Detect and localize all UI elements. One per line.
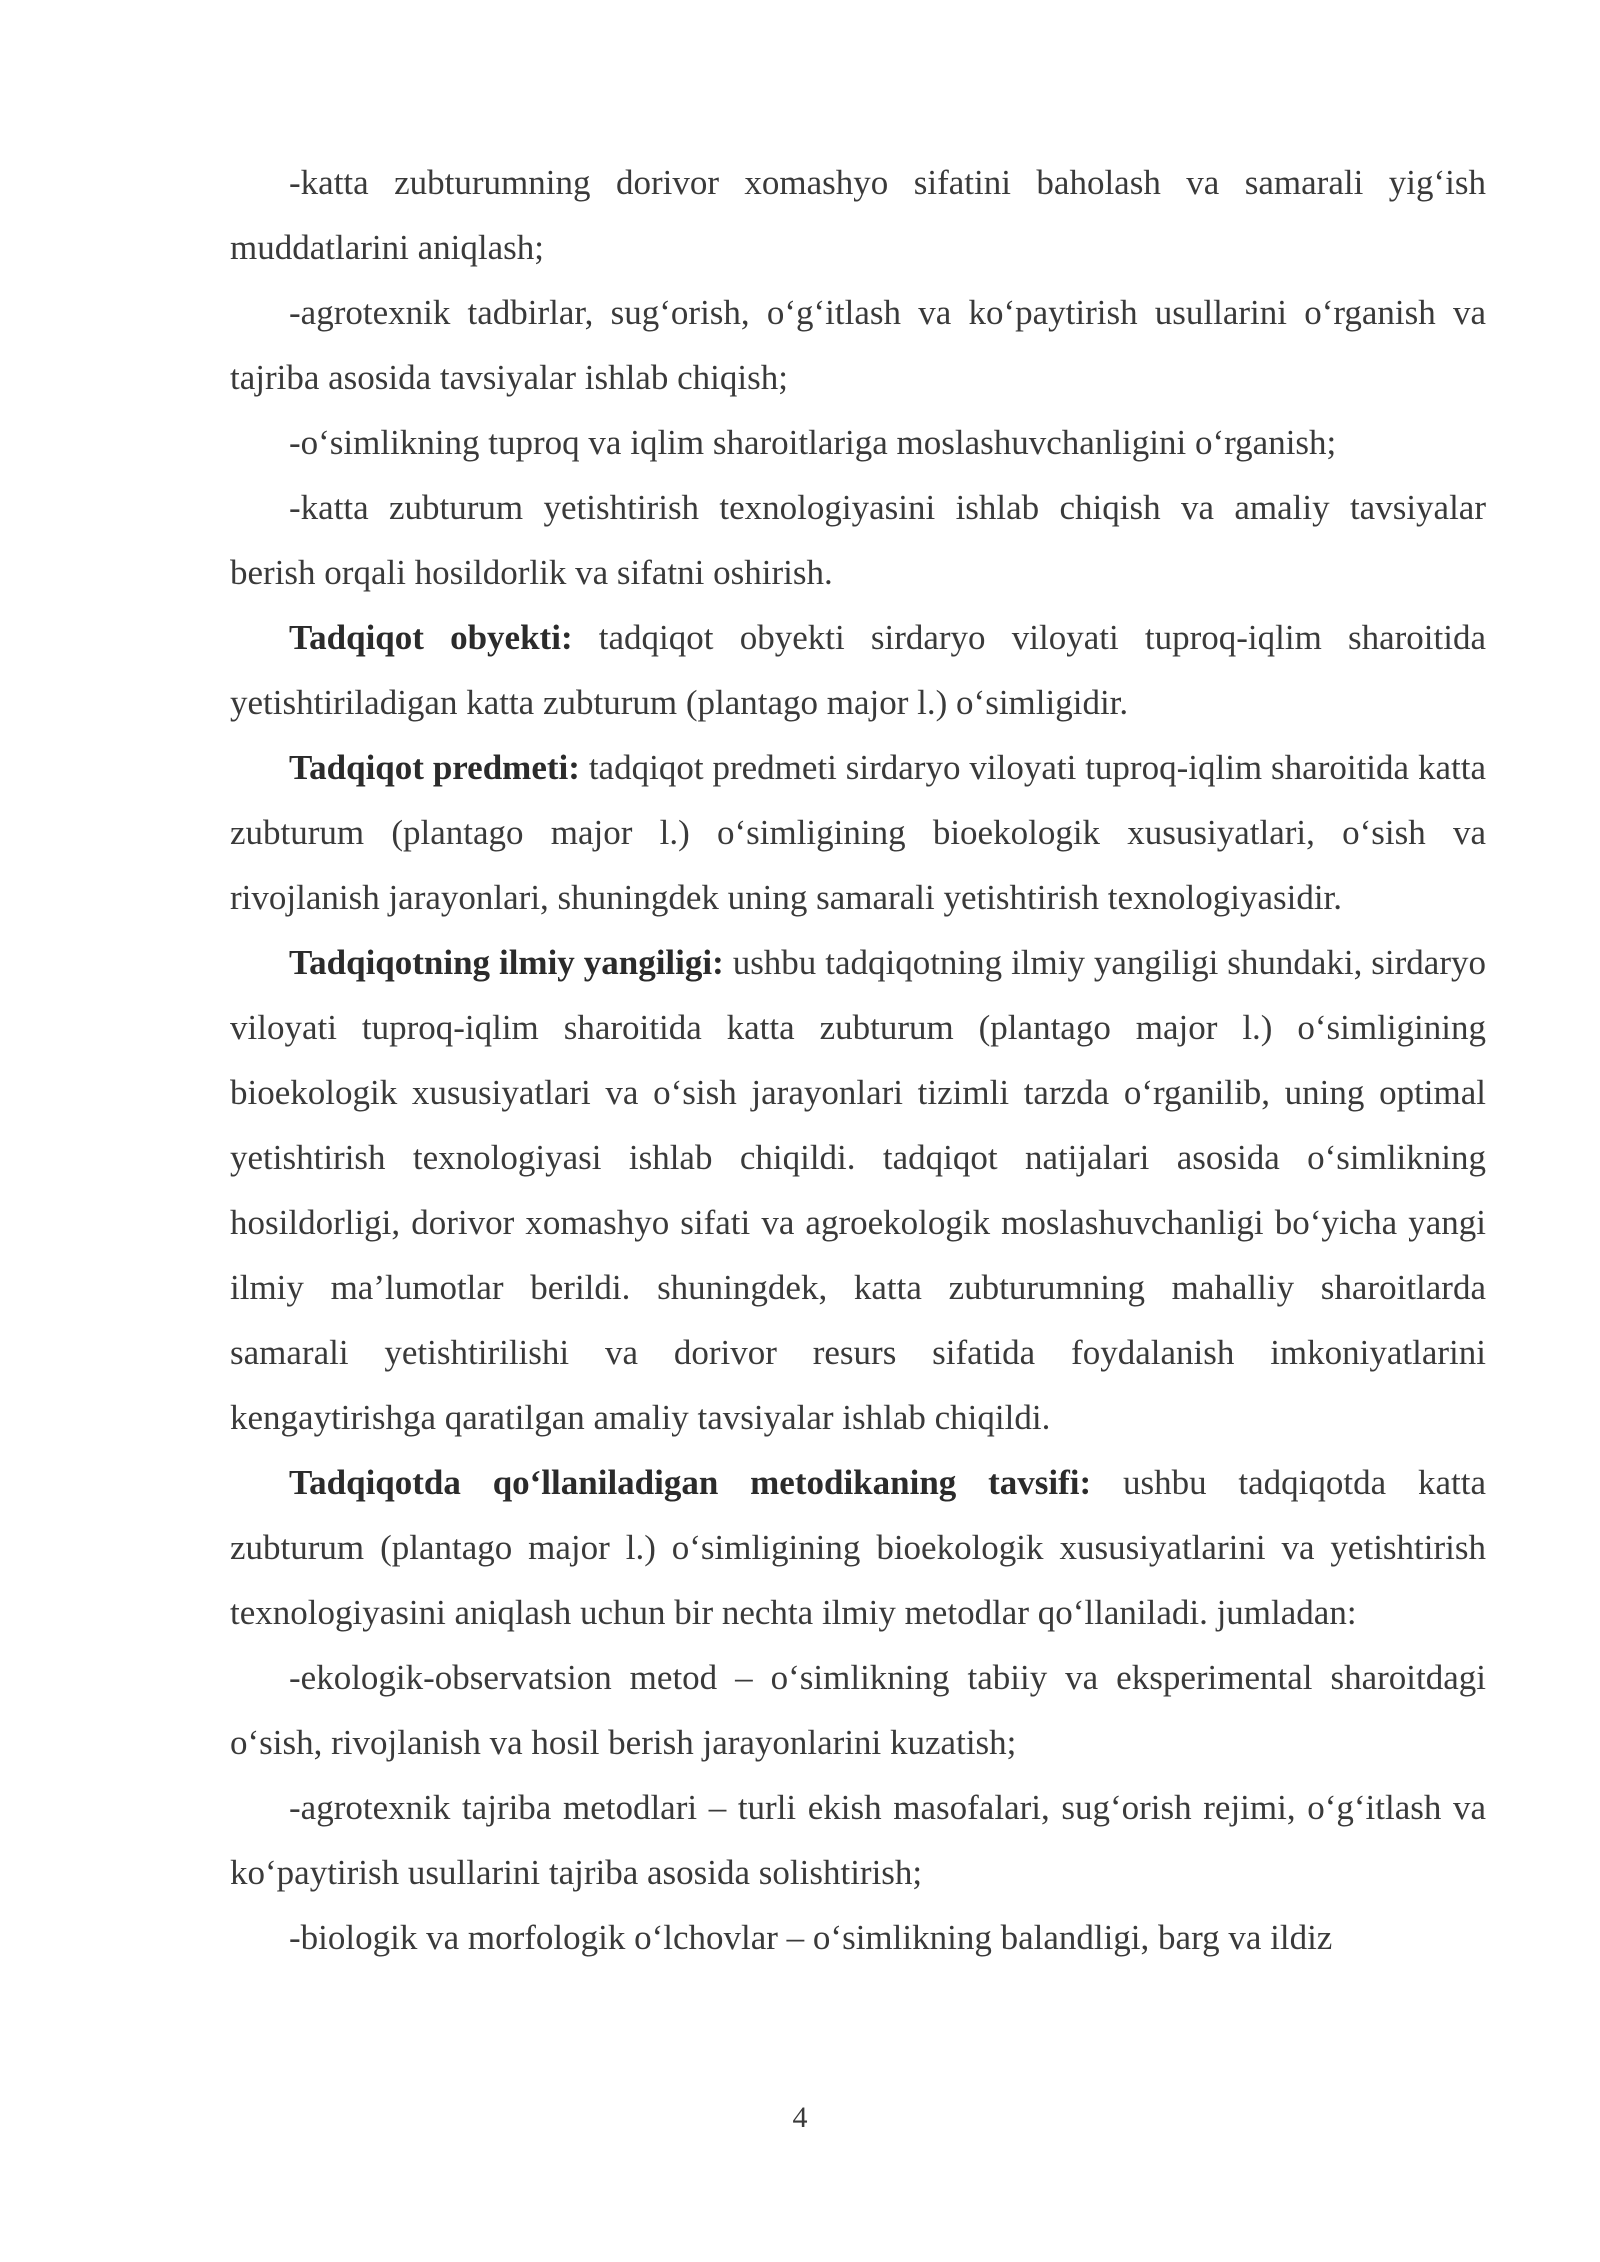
paragraph-3: [230, 410, 1486, 475]
paragraph-1: [230, 150, 1486, 280]
paragraph-heading: Tadqiqot obyekti:: [289, 618, 573, 657]
paragraph-scientific-novelty: [230, 930, 1486, 1450]
paragraph-text: -katta zubturum yetishtirish texnologiyasini ishlab chiqish va amaliy tavsiyalar berish orqali hosildorlik va sifatni oshirish.: [230, 488, 1486, 592]
paragraph-heading: Tadqiqotning ilmiy yangiligi:: [289, 943, 724, 982]
paragraph-9: [230, 1645, 1486, 1775]
page-number: 4: [792, 2101, 808, 2134]
paragraph-heading: Tadqiqotda qo‘llaniladigan metodikaning tavsifi:: [289, 1463, 1092, 1502]
paragraph-research-subject: [230, 735, 1486, 930]
paragraph-text: -agrotexnik tajriba metodlari – turli ekish masofalari, sug‘orish rejimi, o‘g‘itlash va ko‘paytirish usullarini tajriba asosida solishtirish;: [230, 1788, 1486, 1892]
paragraph-methodology: [230, 1450, 1486, 1645]
paragraph-research-object: [230, 605, 1486, 735]
paragraph-text: ushbu tadqiqotning ilmiy yangiligi shundaki, sirdaryo viloyati tuproq-iqlim sharoitida katta zubturum (plantago major l.) o‘simligining bioekologik xususiyatlari va o‘sish jarayonlari tizimli tarzda o‘rganilib, uning optimal yetishtirish texnologiyasi ishlab chiqildi. tadqiqot natijalari asosida o‘simlikning hosildorligi, dorivor xomashyo sifati va agroekologik moslashuvchanligi bo‘yicha yangi ilmiy ma’lumotlar berildi. shuningdek, katta zubturumning mahalliy sharoitlarda samarali yetishtirilishi va dorivor resurs sifatida foydalanish imkoniyatlarini kengaytirishga qaratilgan amaliy tavsiyalar ishlab chiqildi.: [230, 943, 1486, 1437]
paragraph-text: -biologik va morfologik o‘lchovlar – o‘simlikning balandligi, barg va ildiz: [289, 1918, 1333, 1957]
body-text: [230, 150, 1486, 1970]
paragraph-11: [230, 1905, 1486, 1970]
paragraph-text: tadqiqot predmeti sirdaryo viloyati tuproq-iqlim sharoitida katta zubturum (plantago major l.) o‘simligining bioekologik xususiyatlari, o‘sish va rivojlanish jarayonlari, shuningdek uning samarali yetishtirish texnologiyasidir.: [230, 748, 1486, 917]
paragraph-text: -o‘simlikning tuproq va iqlim sharoitlariga moslashuvchanligini o‘rganish;: [289, 423, 1337, 462]
paragraph-heading: Tadqiqot predmeti:: [289, 748, 580, 787]
paragraph-text: -katta zubturumning dorivor xomashyo sifatini baholash va samarali yig‘ish muddatlarini aniqlash;: [230, 163, 1486, 267]
paragraph-4: [230, 475, 1486, 605]
paragraph-10: [230, 1775, 1486, 1905]
paragraph-text: tadqiqot obyekti sirdaryo viloyati tuproq-iqlim sharoitida yetishtiriladigan katta zubturum (plantago major l.) o‘simligidir.: [230, 618, 1486, 722]
paragraph-text: ushbu tadqiqotda katta zubturum (plantago major l.) o‘simligining bioekologik xususiyatlarini va yetishtirish texnologiyasini aniqlash uchun bir nechta ilmiy metodlar qo‘llaniladi. jumladan:: [230, 1463, 1486, 1632]
paragraph-2: [230, 280, 1486, 410]
paragraph-text: -agrotexnik tadbirlar, sug‘orish, o‘g‘itlash va ko‘paytirish usullarini o‘rganish va tajriba asosida tavsiyalar ishlab chiqish;: [230, 293, 1486, 397]
paragraph-text: -ekologik-observatsion metod – o‘simlikning tabiiy va eksperimental sharoitdagi o‘sish, rivojlanish va hosil berish jarayonlarini kuzatish;: [230, 1658, 1486, 1762]
